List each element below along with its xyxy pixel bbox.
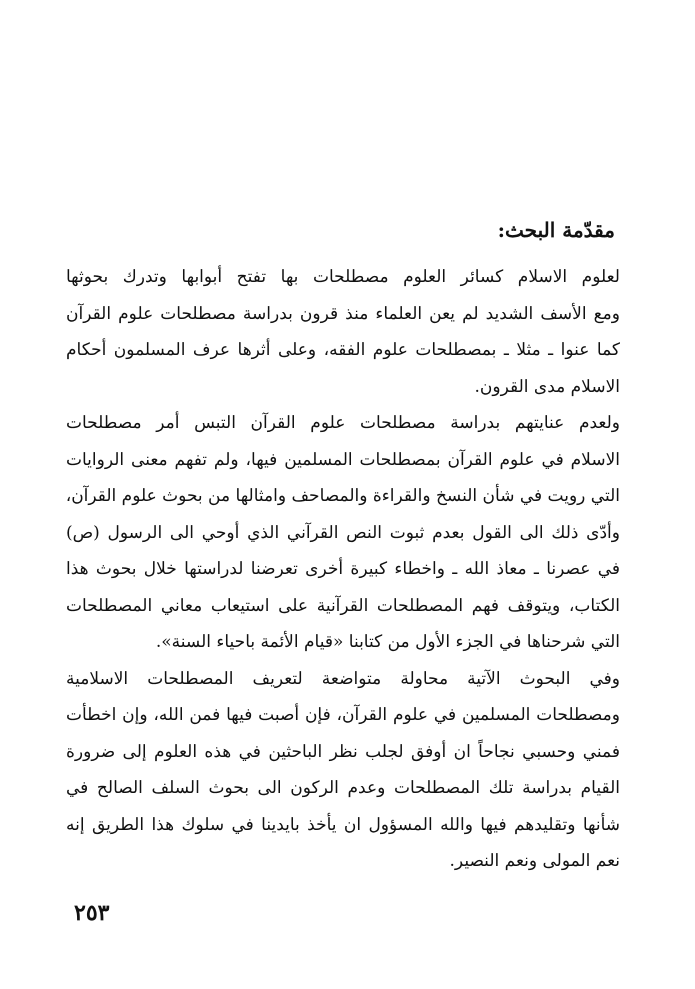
text-line: نعم المولى ونعم النصير.: [449, 851, 620, 871]
section-heading: مقدّمة البحث:: [497, 218, 615, 242]
text-line: الاسلام في علوم القرآن بمصطلحات المسلمين فيها، ولم تفهم معنى الروايات: [66, 449, 620, 470]
text-line: ومصطلحات المسلمين في علوم القرآن، فإن أصبت فيها فمن الله، وإن اخطأت: [66, 705, 620, 725]
text-line: ولعدم عنايتهم بدراسة مصطلحات علوم القرآن التبس أمر مصطلحات: [66, 413, 620, 433]
paragraph: [66, 405, 620, 661]
text-line: لعلوم الاسلام كسائر العلوم مصطلحات بها تفتح أبوابها وتدرك بحوثها: [66, 267, 620, 287]
paragraph: [66, 259, 620, 405]
text-line: كما عنوا ـ مثلا ـ بمصطلحات علوم الفقه، وعلى أثرها عرف المسلمون أحكام: [66, 340, 620, 360]
text-line: وأدّى ذلك الى القول بعدم ثبوت النص القرآني الذي أوحي الى الرسول (ص): [66, 522, 620, 543]
body-text: [66, 259, 620, 880]
text-line: شأنها وتقليدهم فيها والله المسؤول ان يأخذ بايدينا في سلوك هذا الطريق إنه: [66, 814, 620, 835]
paragraph: [66, 661, 620, 880]
text-line: وفي البحوث الآتية محاولة متواضعة لتعريف المصطلحات الاسلامية: [66, 668, 620, 689]
text-line: التي رويت في شأن النسخ والقراءة والمصاحف وامثالها من بحوث علوم القرآن،: [66, 486, 620, 506]
text-line: القيام بدراسة تلك المصطلحات وعدم الركون الى بحوث السلف الصالح في: [66, 778, 620, 798]
text-line: الكتاب، ويتوقف فهم المصطلحات القرآنية على استيعاب معاني المصطلحات: [66, 595, 620, 616]
text-line: الاسلام مدى القرون.: [474, 376, 620, 397]
text-line: في عصرنا ـ معاذ الله ـ واخطاء كبيرة أخرى تعرضنا لدراستها خلال بحوث هذا: [66, 559, 620, 579]
page-number: ٢٥٣: [74, 900, 110, 926]
text-line: فمني وحسبي نجاحاً ان أوفق لجلب نظر الباحثين في هذه العلوم إلى ضرورة: [66, 741, 620, 762]
text-line: التي شرحناها في الجزء الأول من كتابنا «قيام الأئمة باحياء السنة».: [155, 632, 620, 652]
text-line: ومع الأسف الشديد لم يعن العلماء منذ قرون بدراسة مصطلحات علوم القرآن: [66, 303, 620, 324]
